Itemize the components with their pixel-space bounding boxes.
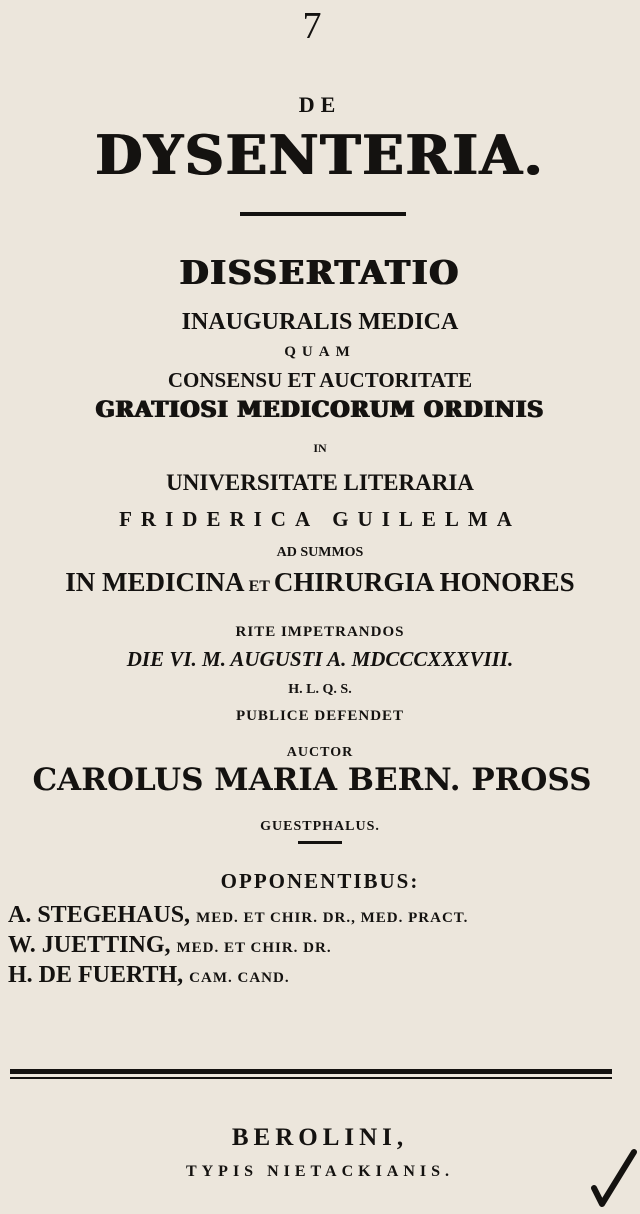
line-hlqs: H. L. Q. S. bbox=[288, 682, 352, 697]
check-mark bbox=[588, 1148, 638, 1210]
imprint-city: BEROLINI, bbox=[231, 1124, 409, 1151]
opponents-heading: OPPONENTIBUS: bbox=[220, 869, 420, 893]
line-auctor: AUCTOR bbox=[286, 745, 354, 760]
double-rule-bottom bbox=[10, 1077, 612, 1079]
line-rite: RITE IMPETRANDOS bbox=[235, 624, 405, 640]
opponent-title: CAM. CAND. bbox=[189, 970, 290, 986]
line-in: IN bbox=[313, 441, 327, 455]
opponent-title: MED. ET CHIR. DR., MED. PRACT. bbox=[196, 910, 469, 926]
honores-et: ET bbox=[248, 578, 270, 595]
author-origin: GUESTPHALUS. bbox=[260, 819, 380, 834]
author-name: CAROLUS MARIA BERN. PROSS bbox=[32, 762, 592, 798]
opponent-name: H. DE FUERTH, bbox=[8, 962, 184, 988]
opponent-name: W. JUETTING, bbox=[8, 932, 171, 958]
line-gratiosi: GRATIOSI MEDICORUM ORDINIS bbox=[95, 397, 545, 423]
page-number: 7 bbox=[302, 5, 322, 47]
ornament-rule bbox=[298, 841, 342, 844]
main-title: DYSENTERIA. bbox=[95, 123, 545, 187]
honores-part-b: CHIRURGIA HONORES bbox=[273, 567, 575, 597]
opponent-row bbox=[8, 962, 290, 989]
line-honores bbox=[0, 567, 640, 598]
line-ad-summos: AD SUMMOS bbox=[276, 545, 364, 560]
dissertatio-title: DISSERTATIO bbox=[179, 253, 461, 292]
line-publice: PUBLICE DEFENDET bbox=[235, 708, 405, 724]
line-inauguralis: INAUGURALIS MEDICA bbox=[181, 309, 459, 335]
opponent-row bbox=[8, 932, 332, 959]
opponent-title: MED. ET CHIR. DR. bbox=[176, 940, 332, 956]
title-rule bbox=[240, 212, 406, 216]
opponent-name: A. STEGEHAUS, bbox=[8, 902, 191, 928]
header-de: DE bbox=[298, 92, 342, 117]
honores-part-a: IN MEDICINA bbox=[65, 567, 245, 597]
imprint-typis: TYPIS NIETACKIANIS. bbox=[185, 1163, 455, 1180]
line-friderica: FRIDERICA GUILELMA bbox=[119, 507, 521, 531]
line-universitate: UNIVERSITATE LITERARIA bbox=[166, 470, 474, 495]
opponent-row bbox=[8, 902, 468, 929]
line-die: DIE VI. M. AUGUSTI A. MDCCCXXXVIII. bbox=[126, 647, 514, 671]
line-consensu: CONSENSU ET AUCTORITATE bbox=[167, 368, 473, 392]
line-quam: QUAM bbox=[284, 344, 356, 360]
double-rule-top bbox=[10, 1069, 612, 1074]
